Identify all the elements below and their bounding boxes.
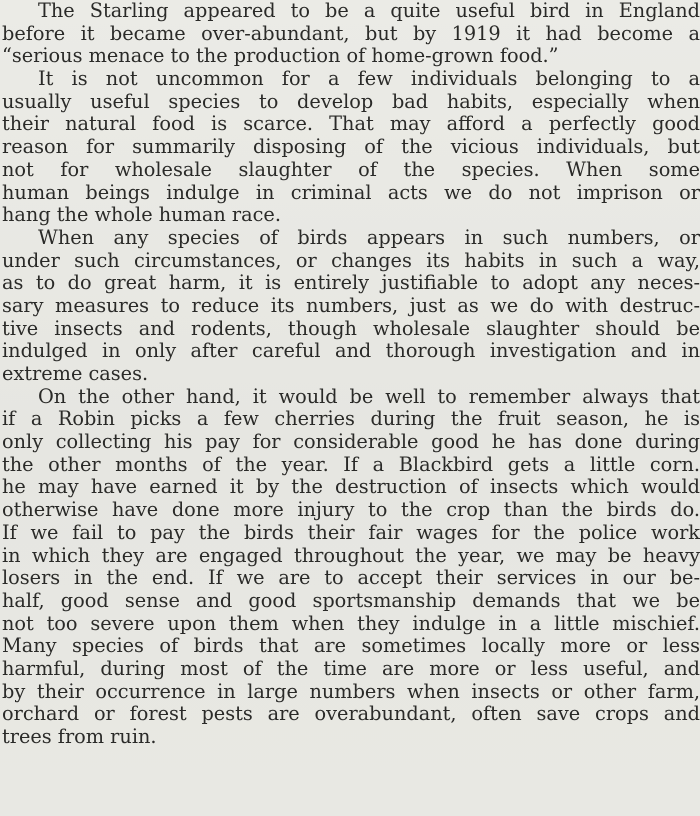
text-line: otherwise have done more injury to the crop than the birds do. <box>2 498 700 522</box>
text-line: human beings indulge in criminal acts we do not imprison or <box>2 180 700 204</box>
text-line: If we fail to pay the birds their fair wages for the police work <box>2 520 700 544</box>
text-line: extreme cases. <box>2 362 149 385</box>
text-line: before it became over-abundant, but by 1919 it had become a <box>2 21 700 45</box>
text-line: he may have earned it by the destruction of insects which would <box>2 475 700 499</box>
paragraph <box>0 0 700 68</box>
text-line: Many species of birds that are sometimes locally more or less <box>2 634 700 658</box>
text-line: “serious menace to the production of home-grown food.” <box>2 44 559 68</box>
text-line: their natural food is scarce. That may afford a perfectly good <box>2 112 700 136</box>
text-line: reason for summarily disposing of the vicious individuals, but <box>2 135 700 159</box>
text-line: trees from ruin. <box>2 725 157 748</box>
text-line: under such circumstances, or changes its habits in such a way, <box>2 248 700 272</box>
text-line: not too severe upon them when they indulge in a little mischief. <box>2 611 700 635</box>
text-line: usually useful species to develop bad habits, especially when <box>2 89 700 113</box>
text-line: as to do great harm, it is entirely justifiable to adopt any neces- <box>2 271 700 295</box>
text-line: hang the whole human race. <box>2 203 281 227</box>
text-line: tive insects and rodents, though wholesale slaughter should be <box>2 316 700 340</box>
text-line: sary measures to reduce its numbers, just as we do with destruc- <box>2 293 700 317</box>
text-line: When any species of birds appears in such numbers, or <box>38 225 700 249</box>
text-line: if a Robin picks a few cherries during the fruit season, he is <box>2 407 700 431</box>
text-line: The Starling appeared to be a quite useful bird in England <box>38 0 700 22</box>
paragraph <box>0 68 700 227</box>
text-line: harmful, during most of the time are more or less useful, and <box>2 656 700 680</box>
text-line: indulged in only after careful and thorough investigation and in <box>2 339 700 363</box>
text-line: in which they are engaged throughout the year, we may be heavy <box>2 543 700 567</box>
paragraph <box>0 227 700 386</box>
text-line: On the other hand, it would be well to remember always that <box>38 384 700 408</box>
text-line: the other months of the year. If a Blackbird gets a little corn. <box>2 452 700 476</box>
paragraph <box>0 386 700 749</box>
text-line: half, good sense and good sportsmanship demands that we be <box>2 588 700 612</box>
text-line: It is not uncommon for a few individuals belonging to a <box>38 67 700 91</box>
text-line: by their occurrence in large numbers when insects or other farm, <box>2 679 700 703</box>
text-line: only collecting his pay for considerable good he has done during <box>2 430 700 454</box>
text-line: losers in the end. If we are to accept their services in our be- <box>2 566 700 590</box>
text-line: not for wholesale slaughter of the species. When some <box>2 157 700 181</box>
text-line: orchard or forest pests are overabundant, often save crops and <box>2 702 700 726</box>
